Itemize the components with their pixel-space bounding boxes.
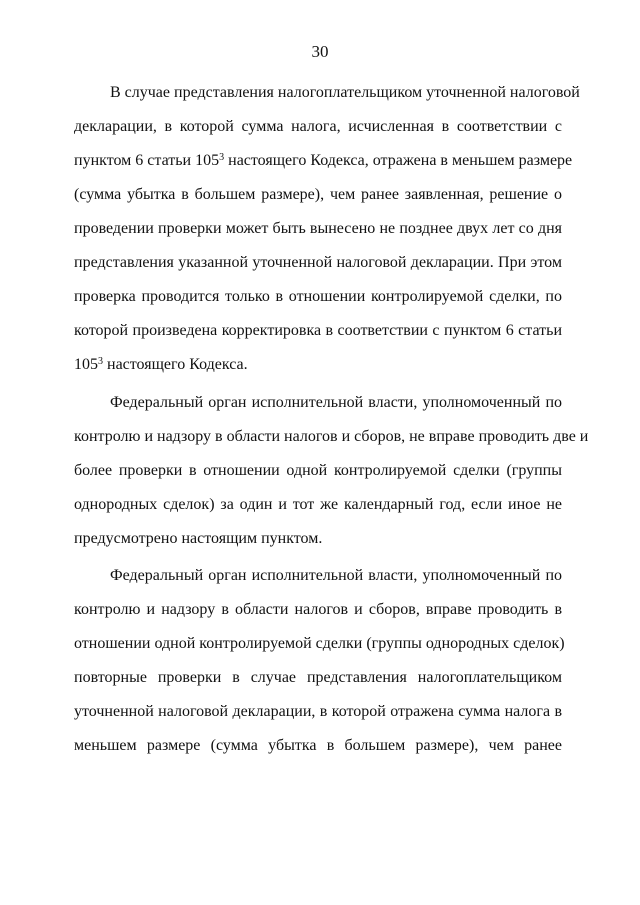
superscript: 3 (98, 356, 103, 367)
paragraph-line: предусмотрено настоящим пунктом. (74, 530, 323, 547)
paragraph-line: В случае представления налогоплательщиком уточненной налоговой (110, 84, 580, 101)
superscript: 3 (219, 152, 225, 163)
paragraph-line: проверка проводится только в отношении контролируемой сделки, по (74, 288, 562, 305)
paragraph-line: отношении одной контролируемой сделки (группы однородных сделок) (74, 635, 565, 652)
paragraph-line: уточненной налоговой декларации, в которой отражена сумма налога в (74, 703, 562, 720)
paragraph-line: контролю и надзору в области налогов и сборов, вправе проводить в (74, 601, 562, 618)
paragraph-line: декларации, в которой сумма налога, исчисленная в соответствии с (74, 118, 562, 135)
line-text: настоящего Кодекса, отражена в меньшем размере (224, 152, 573, 169)
paragraph-line: меньшем размере (сумма убытка в большем размере), чем ранее (74, 737, 562, 754)
paragraph-line: Федеральный орган исполнительной власти, уполномоченный по (110, 567, 562, 584)
paragraph-3 (74, 559, 565, 763)
paragraph-line: повторные проверки в случае представления налогоплательщиком (74, 669, 562, 686)
paragraph-line: однородных сделок) за один и тот же календарный год, если иное не (74, 496, 562, 513)
paragraph-line: проведении проверки может быть вынесено не позднее двух лет со дня (74, 220, 562, 237)
page-number: 30 (311, 42, 329, 61)
paragraph-line: Федеральный орган исполнительной власти, уполномоченный по (110, 394, 562, 411)
paragraph-line (74, 144, 573, 178)
paragraph-line: которой произведена корректировка в соответствии с пунктом 6 статьи (74, 322, 562, 339)
line-text: пунктом 6 статьи 105 (74, 152, 220, 169)
paragraph-line: представления указанной уточненной налоговой декларации. При этом (74, 254, 562, 271)
line-text: настоящего Кодекса. (103, 356, 248, 373)
paragraph-2 (74, 386, 589, 556)
paragraph-1 (74, 76, 580, 382)
paragraph-line: более проверки в отношении одной контролируемой сделки (группы (74, 462, 562, 479)
paragraph-line: контролю и надзору в области налогов и сборов, не вправе проводить две и (74, 428, 589, 445)
line-text: 105 (74, 356, 98, 373)
paragraph-line: (сумма убытка в большем размере), чем ранее заявленная, решение о (74, 186, 562, 203)
paragraph-line (74, 348, 562, 382)
